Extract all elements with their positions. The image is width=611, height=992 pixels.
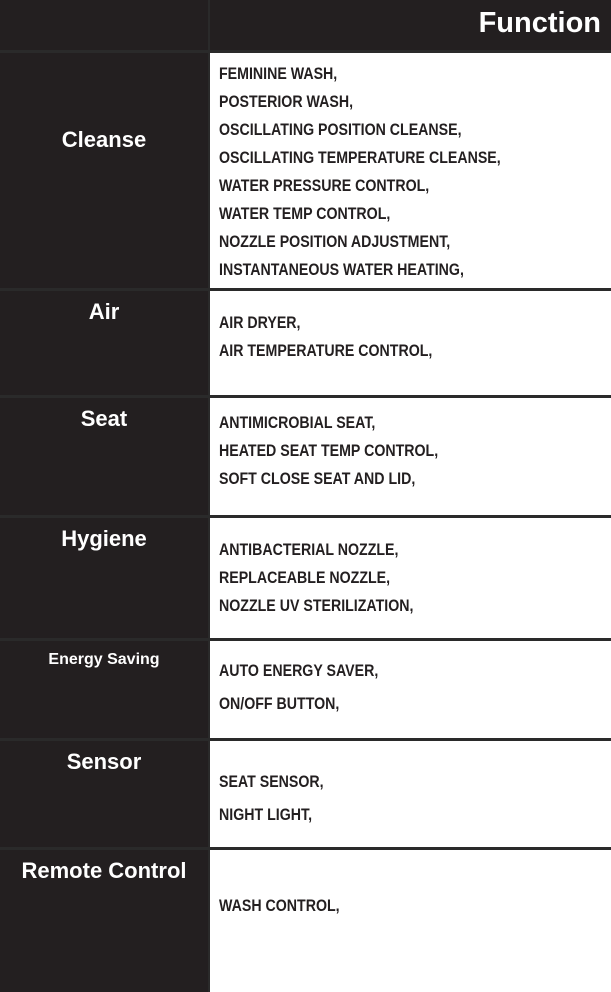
- table-row-air: [0, 291, 611, 395]
- table-row-energy-saving: [0, 641, 611, 738]
- function-item: AIR TEMPERATURE CONTROL,: [219, 342, 433, 360]
- function-cell: [210, 850, 611, 992]
- function-list: [219, 409, 438, 493]
- table-row-remote-control: [0, 850, 611, 992]
- table-row-sensor: [0, 741, 611, 847]
- function-item: ON/OFF BUTTON,: [219, 695, 340, 713]
- function-cell: [210, 53, 611, 288]
- function-item: HEATED SEAT TEMP CONTROL,: [219, 442, 439, 460]
- function-item: ANTIMICROBIAL SEAT,: [219, 414, 376, 432]
- function-item: WASH CONTROL,: [219, 897, 340, 915]
- function-item: SOFT CLOSE SEAT AND LID,: [219, 470, 416, 488]
- function-cell: [210, 641, 611, 738]
- function-list: [219, 657, 378, 718]
- category-label-air: Air: [88, 299, 120, 324]
- function-item: WATER TEMP CONTROL,: [219, 205, 391, 223]
- table-row-hygiene: [0, 518, 611, 638]
- category-label-energy-saving: Energy Saving: [48, 651, 160, 668]
- function-item: NIGHT LIGHT,: [219, 806, 313, 824]
- function-heading: Function: [478, 7, 601, 39]
- category-cell: [0, 850, 208, 992]
- function-item: NOZZLE POSITION ADJUSTMENT,: [219, 233, 451, 251]
- category-label-hygiene: Hygiene: [61, 526, 147, 551]
- function-item: OSCILLATING TEMPERATURE CLEANSE,: [219, 149, 501, 167]
- function-list: [219, 60, 501, 284]
- function-list: [219, 892, 340, 920]
- function-item: POSTERIOR WASH,: [219, 93, 354, 111]
- category-label-remote-control: Remote Control: [21, 858, 187, 883]
- header-function-cell: [210, 0, 611, 50]
- function-item: ANTIBACTERIAL NOZZLE,: [219, 541, 399, 559]
- function-list: [219, 309, 432, 365]
- function-cell: [210, 398, 611, 515]
- function-cell: [210, 741, 611, 847]
- function-item: AIR DRYER,: [219, 314, 301, 332]
- function-item: OSCILLATING POSITION CLEANSE,: [219, 121, 462, 139]
- function-cell: [210, 518, 611, 638]
- function-list: [219, 768, 324, 829]
- category-cell: [0, 641, 208, 738]
- function-item: AUTO ENERGY SAVER,: [219, 662, 379, 680]
- category-label-seat: Seat: [80, 406, 128, 431]
- function-item: WATER PRESSURE CONTROL,: [219, 177, 430, 195]
- category-cell: [0, 741, 208, 847]
- function-item: NOZZLE UV STERILIZATION,: [219, 597, 414, 615]
- table-row-cleanse: [0, 53, 611, 288]
- category-label-cleanse: Cleanse: [61, 127, 147, 152]
- header-blank-cell: [0, 0, 208, 50]
- category-cell: [0, 398, 208, 515]
- function-item: SEAT SENSOR,: [219, 773, 324, 791]
- table-row-seat: [0, 398, 611, 515]
- function-cell: [210, 291, 611, 395]
- category-label-sensor: Sensor: [66, 749, 142, 774]
- function-item: INSTANTANEOUS WATER HEATING,: [219, 261, 464, 279]
- function-list: [219, 536, 413, 620]
- category-cell: [0, 291, 208, 395]
- category-cell: [0, 518, 208, 638]
- function-item: REPLACEABLE NOZZLE,: [219, 569, 391, 587]
- category-cell: [0, 53, 208, 288]
- function-item: FEMININE WASH,: [219, 65, 338, 83]
